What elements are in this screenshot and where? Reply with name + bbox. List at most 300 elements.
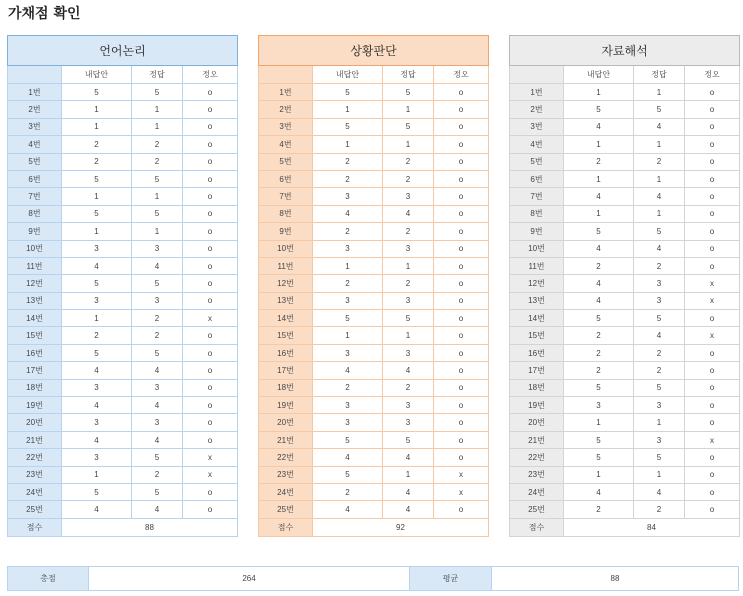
result-mark: o: [183, 327, 238, 344]
question-number: 25번: [8, 501, 62, 518]
result-mark: o: [183, 188, 238, 205]
correct-answer: 3: [132, 240, 183, 257]
my-answer: 4: [62, 362, 132, 379]
question-number: 22번: [8, 449, 62, 466]
my-answer: 1: [564, 466, 634, 483]
header-blank: [259, 66, 313, 84]
question-number: 5번: [510, 153, 564, 170]
table-row: [8, 414, 238, 431]
table-row: [8, 84, 238, 101]
result-mark: x: [685, 275, 740, 292]
correct-answer: 1: [132, 101, 183, 118]
table-row: [259, 153, 489, 170]
summary-bar: [7, 566, 738, 591]
result-mark: o: [183, 414, 238, 431]
result-mark: o: [434, 310, 489, 327]
table-row: [510, 153, 740, 170]
result-mark: o: [434, 449, 489, 466]
table-body: [510, 84, 740, 519]
section-title: 자료해석: [510, 36, 740, 66]
question-number: 8번: [8, 205, 62, 222]
correct-answer: 1: [132, 118, 183, 135]
result-mark: o: [183, 344, 238, 361]
my-answer: 3: [62, 379, 132, 396]
question-number: 11번: [510, 257, 564, 274]
my-answer: 5: [564, 223, 634, 240]
result-mark: o: [685, 397, 740, 414]
my-answer: 4: [313, 362, 383, 379]
table-row: [8, 153, 238, 170]
question-number: 3번: [259, 118, 313, 135]
my-answer: 3: [564, 397, 634, 414]
result-mark: o: [434, 240, 489, 257]
correct-answer: 3: [383, 240, 434, 257]
summary-table: [7, 566, 739, 591]
question-number: 9번: [510, 223, 564, 240]
correct-answer: 5: [383, 431, 434, 448]
question-number: 13번: [8, 292, 62, 309]
correct-answer: 5: [132, 84, 183, 101]
my-answer: 1: [62, 310, 132, 327]
table-row: [510, 483, 740, 500]
table-row: [259, 379, 489, 396]
correct-answer: 1: [383, 101, 434, 118]
correct-answer: 3: [383, 292, 434, 309]
result-mark: o: [685, 170, 740, 187]
my-answer: 4: [313, 205, 383, 222]
my-answer: 4: [564, 292, 634, 309]
table-row: [510, 205, 740, 222]
table-row: [510, 310, 740, 327]
section-title: 언어논리: [8, 36, 238, 66]
question-number: 1번: [8, 84, 62, 101]
table-row: [259, 170, 489, 187]
my-answer: 3: [313, 188, 383, 205]
correct-answer: 4: [132, 257, 183, 274]
question-number: 9번: [8, 223, 62, 240]
my-answer: 5: [62, 84, 132, 101]
result-mark: o: [434, 223, 489, 240]
score-row: [8, 518, 238, 536]
score-row: [259, 518, 489, 536]
table-row: [8, 118, 238, 135]
my-answer: 1: [564, 414, 634, 431]
correct-answer: 2: [132, 466, 183, 483]
score-label: 점수: [8, 518, 62, 536]
question-number: 16번: [510, 344, 564, 361]
my-answer: 5: [564, 449, 634, 466]
my-answer: 4: [62, 431, 132, 448]
table-row: [259, 188, 489, 205]
correct-answer: 1: [383, 136, 434, 153]
correct-answer: 5: [383, 84, 434, 101]
question-number: 8번: [259, 205, 313, 222]
my-answer: 1: [564, 205, 634, 222]
my-answer: 3: [62, 292, 132, 309]
result-mark: o: [685, 257, 740, 274]
question-number: 20번: [8, 414, 62, 431]
result-mark: o: [685, 84, 740, 101]
question-number: 10번: [8, 240, 62, 257]
table-row: [510, 327, 740, 344]
question-number: 16번: [8, 344, 62, 361]
table-row: [259, 414, 489, 431]
result-mark: x: [685, 431, 740, 448]
question-number: 22번: [259, 449, 313, 466]
question-number: 23번: [510, 466, 564, 483]
question-number: 17번: [259, 362, 313, 379]
header-blank: [8, 66, 62, 84]
result-mark: o: [685, 414, 740, 431]
table-row: [8, 205, 238, 222]
correct-answer: 1: [383, 327, 434, 344]
result-mark: o: [685, 118, 740, 135]
page-title: 가채점 확인: [8, 6, 81, 22]
table-row: [510, 362, 740, 379]
table-row: [259, 344, 489, 361]
result-mark: x: [183, 466, 238, 483]
question-number: 21번: [259, 431, 313, 448]
table-row: [259, 240, 489, 257]
my-answer: 4: [62, 257, 132, 274]
my-answer: 3: [313, 344, 383, 361]
score-row: [510, 518, 740, 536]
question-number: 20번: [259, 414, 313, 431]
my-answer: 1: [62, 118, 132, 135]
my-answer: 4: [564, 118, 634, 135]
question-number: 15번: [510, 327, 564, 344]
question-number: 1번: [259, 84, 313, 101]
result-mark: o: [685, 449, 740, 466]
correct-answer: 5: [383, 118, 434, 135]
correct-answer: 1: [634, 136, 685, 153]
header-result: 정오: [434, 66, 489, 84]
correct-answer: 2: [383, 170, 434, 187]
correct-answer: 3: [132, 414, 183, 431]
correct-answer: 4: [634, 327, 685, 344]
correct-answer: 4: [132, 501, 183, 518]
my-answer: 3: [62, 449, 132, 466]
my-answer: 5: [313, 310, 383, 327]
table-row: [510, 449, 740, 466]
my-answer: 2: [564, 257, 634, 274]
question-number: 25번: [510, 501, 564, 518]
table-row: [8, 344, 238, 361]
correct-answer: 5: [634, 101, 685, 118]
result-mark: o: [685, 362, 740, 379]
table-row: [8, 310, 238, 327]
answer-table: [258, 35, 489, 537]
section-title: 상황판단: [259, 36, 489, 66]
correct-answer: 1: [132, 188, 183, 205]
correct-answer: 4: [634, 483, 685, 500]
my-answer: 5: [62, 483, 132, 500]
table-header-row: [8, 66, 238, 84]
table-row: [8, 136, 238, 153]
result-mark: o: [434, 362, 489, 379]
correct-answer: 1: [634, 466, 685, 483]
my-answer: 2: [313, 275, 383, 292]
correct-answer: 3: [132, 379, 183, 396]
question-number: 6번: [259, 170, 313, 187]
correct-answer: 5: [634, 449, 685, 466]
correct-answer: 3: [634, 292, 685, 309]
correct-answer: 4: [132, 397, 183, 414]
my-answer: 4: [564, 240, 634, 257]
table-row: [259, 101, 489, 118]
my-answer: 1: [62, 188, 132, 205]
my-answer: 5: [62, 205, 132, 222]
result-mark: o: [183, 118, 238, 135]
result-mark: o: [434, 84, 489, 101]
correct-answer: 2: [634, 501, 685, 518]
correct-answer: 1: [383, 257, 434, 274]
question-number: 5번: [8, 153, 62, 170]
table-header-row: [510, 66, 740, 84]
my-answer: 2: [62, 153, 132, 170]
question-number: 2번: [510, 101, 564, 118]
table-row: [510, 223, 740, 240]
my-answer: 1: [313, 257, 383, 274]
correct-answer: 2: [132, 310, 183, 327]
correct-answer: 5: [132, 275, 183, 292]
header-correct: 정답: [634, 66, 685, 84]
table-row: [259, 257, 489, 274]
result-mark: x: [434, 483, 489, 500]
table-row: [259, 275, 489, 292]
question-number: 15번: [8, 327, 62, 344]
my-answer: 2: [564, 344, 634, 361]
correct-answer: 1: [634, 205, 685, 222]
correct-answer: 2: [132, 327, 183, 344]
correct-answer: 3: [634, 397, 685, 414]
result-mark: o: [434, 414, 489, 431]
question-number: 22번: [510, 449, 564, 466]
score-value: 92: [313, 518, 489, 536]
result-mark: o: [183, 240, 238, 257]
table-row: [510, 275, 740, 292]
question-number: 2번: [8, 101, 62, 118]
table-body: [8, 84, 238, 519]
table-row: [259, 397, 489, 414]
question-number: 3번: [510, 118, 564, 135]
result-mark: o: [183, 84, 238, 101]
result-mark: o: [434, 118, 489, 135]
question-number: 17번: [510, 362, 564, 379]
my-answer: 1: [564, 170, 634, 187]
my-answer: 2: [313, 170, 383, 187]
question-number: 16번: [259, 344, 313, 361]
my-answer: 1: [62, 223, 132, 240]
result-mark: o: [685, 466, 740, 483]
correct-answer: 4: [383, 449, 434, 466]
question-number: 10번: [259, 240, 313, 257]
question-number: 4번: [8, 136, 62, 153]
result-mark: o: [685, 240, 740, 257]
table-row: [259, 310, 489, 327]
my-answer: 2: [313, 483, 383, 500]
my-answer: 5: [313, 118, 383, 135]
table-row: [510, 257, 740, 274]
table-row: [510, 501, 740, 518]
my-answer: 5: [564, 431, 634, 448]
my-answer: 2: [62, 136, 132, 153]
correct-answer: 2: [132, 136, 183, 153]
table-row: [8, 466, 238, 483]
question-number: 19번: [259, 397, 313, 414]
result-mark: o: [183, 431, 238, 448]
my-answer: 2: [564, 153, 634, 170]
my-answer: 2: [313, 223, 383, 240]
result-mark: o: [685, 188, 740, 205]
question-number: 24번: [8, 483, 62, 500]
question-number: 23번: [8, 466, 62, 483]
header-answer: 내답안: [62, 66, 132, 84]
average-label: 평균: [410, 567, 492, 591]
my-answer: 5: [313, 431, 383, 448]
result-mark: o: [434, 397, 489, 414]
question-number: 21번: [8, 431, 62, 448]
table-row: [510, 101, 740, 118]
question-number: 6번: [8, 170, 62, 187]
result-mark: o: [434, 344, 489, 361]
my-answer: 3: [313, 292, 383, 309]
my-answer: 5: [564, 101, 634, 118]
average-value: 88: [492, 567, 739, 591]
correct-answer: 5: [132, 449, 183, 466]
question-number: 10번: [510, 240, 564, 257]
table-row: [259, 84, 489, 101]
total-label: 총점: [8, 567, 89, 591]
correct-answer: 3: [383, 344, 434, 361]
result-mark: o: [183, 483, 238, 500]
table-row: [259, 431, 489, 448]
table-row: [510, 344, 740, 361]
correct-answer: 4: [634, 240, 685, 257]
table-row: [259, 136, 489, 153]
result-mark: o: [183, 223, 238, 240]
my-answer: 5: [62, 275, 132, 292]
table-row: [8, 101, 238, 118]
question-number: 18번: [8, 379, 62, 396]
my-answer: 4: [62, 397, 132, 414]
result-mark: o: [183, 362, 238, 379]
header-result: 정오: [183, 66, 238, 84]
correct-answer: 1: [634, 170, 685, 187]
my-answer: 5: [313, 466, 383, 483]
correct-answer: 4: [383, 362, 434, 379]
table-row: [8, 449, 238, 466]
table-row: [8, 292, 238, 309]
question-number: 13번: [259, 292, 313, 309]
result-mark: o: [183, 170, 238, 187]
table-row: [510, 431, 740, 448]
table-row: [510, 379, 740, 396]
correct-answer: 3: [634, 431, 685, 448]
my-answer: 1: [564, 84, 634, 101]
question-number: 25번: [259, 501, 313, 518]
question-number: 19번: [8, 397, 62, 414]
question-number: 3번: [8, 118, 62, 135]
result-mark: o: [183, 136, 238, 153]
my-answer: 1: [313, 327, 383, 344]
my-answer: 1: [313, 101, 383, 118]
result-mark: o: [183, 153, 238, 170]
correct-answer: 4: [383, 483, 434, 500]
section-data-interpretation: [509, 35, 739, 537]
header-result: 정오: [685, 66, 740, 84]
my-answer: 1: [313, 136, 383, 153]
question-number: 7번: [8, 188, 62, 205]
table-row: [8, 188, 238, 205]
table-row: [8, 327, 238, 344]
header-answer: 내답안: [564, 66, 634, 84]
question-number: 14번: [8, 310, 62, 327]
question-number: 4번: [259, 136, 313, 153]
result-mark: o: [685, 310, 740, 327]
my-answer: 2: [564, 327, 634, 344]
result-mark: o: [434, 101, 489, 118]
my-answer: 3: [62, 414, 132, 431]
correct-answer: 2: [634, 362, 685, 379]
result-mark: o: [183, 275, 238, 292]
correct-answer: 4: [383, 501, 434, 518]
table-row: [510, 118, 740, 135]
score-label: 점수: [259, 518, 313, 536]
correct-answer: 1: [634, 414, 685, 431]
question-number: 24번: [510, 483, 564, 500]
result-mark: x: [183, 310, 238, 327]
correct-answer: 2: [634, 257, 685, 274]
correct-answer: 4: [132, 431, 183, 448]
table-row: [510, 292, 740, 309]
question-number: 20번: [510, 414, 564, 431]
table-row: [8, 483, 238, 500]
table-row: [8, 397, 238, 414]
total-value: 264: [89, 567, 410, 591]
result-mark: o: [685, 501, 740, 518]
question-number: 12번: [8, 275, 62, 292]
result-mark: o: [685, 136, 740, 153]
correct-answer: 2: [634, 153, 685, 170]
my-answer: 5: [62, 344, 132, 361]
my-answer: 3: [313, 240, 383, 257]
correct-answer: 3: [383, 397, 434, 414]
section-situational-judgment: [258, 35, 488, 537]
result-mark: x: [685, 327, 740, 344]
result-mark: o: [183, 205, 238, 222]
result-mark: o: [434, 327, 489, 344]
result-mark: o: [685, 344, 740, 361]
result-mark: o: [685, 483, 740, 500]
correct-answer: 2: [383, 153, 434, 170]
my-answer: 4: [62, 501, 132, 518]
score-value: 84: [564, 518, 740, 536]
question-number: 8번: [510, 205, 564, 222]
correct-answer: 1: [132, 223, 183, 240]
section-language-logic: [7, 35, 237, 537]
question-number: 14번: [510, 310, 564, 327]
question-number: 24번: [259, 483, 313, 500]
question-number: 12번: [510, 275, 564, 292]
question-number: 7번: [510, 188, 564, 205]
result-mark: o: [183, 101, 238, 118]
result-mark: x: [685, 292, 740, 309]
table-row: [8, 431, 238, 448]
table-row: [259, 118, 489, 135]
table-row: [510, 136, 740, 153]
question-number: 1번: [510, 84, 564, 101]
